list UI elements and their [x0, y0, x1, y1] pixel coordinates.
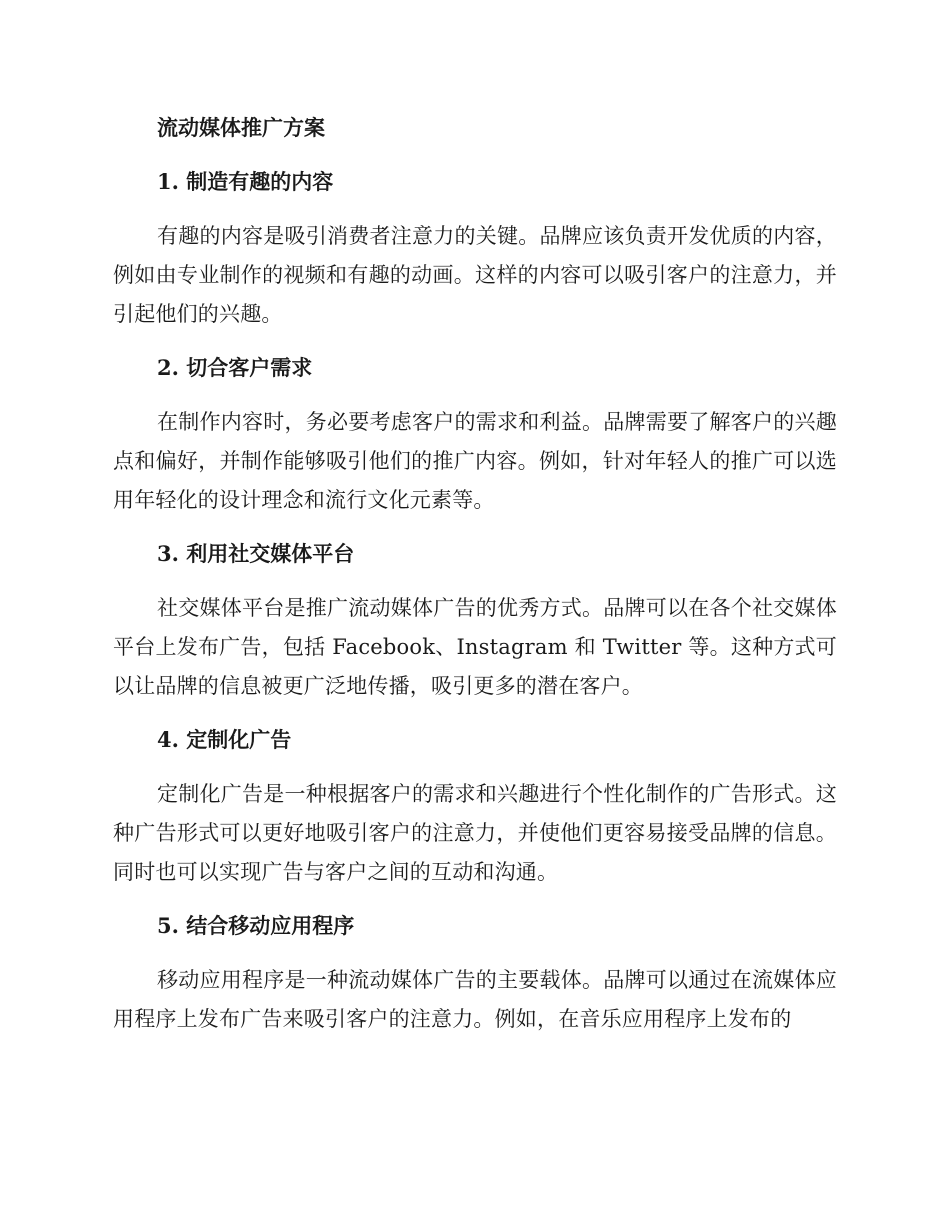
- section-3: [113, 534, 837, 706]
- section-5: [113, 906, 837, 1039]
- document-content: [113, 108, 837, 1039]
- section-heading: 5. 结合移动应用程序: [157, 913, 355, 938]
- section-paragraph: 定制化广告是一种根据客户的需求和兴趣进行个性化制作的广告形式。这种广告形式可以更好地吸引客户的注意力，并使他们更容易接受品牌的信息。同时也可以实现广告与客户之间的互动和沟通。: [113, 782, 837, 884]
- section-paragraph: 在制作内容时，务必要考虑客户的需求和利益。品牌需要了解客户的兴趣点和偏好，并制作能够吸引他们的推广内容。例如，针对年轻人的推广可以选用年轻化的设计理念和流行文化元素等。: [113, 410, 837, 512]
- section-heading: 3. 利用社交媒体平台: [157, 541, 355, 566]
- section-4: [113, 720, 837, 892]
- section-1: [113, 162, 837, 334]
- section-2: [113, 348, 837, 520]
- section-heading: 4. 定制化广告: [157, 727, 292, 752]
- document-title: 流动媒体推广方案: [157, 115, 325, 140]
- section-heading: 2. 切合客户需求: [157, 355, 313, 380]
- section-paragraph: 移动应用程序是一种流动媒体广告的主要载体。品牌可以通过在流媒体应用程序上发布广告来吸引客户的注意力。例如，在音乐应用程序上发布的: [113, 968, 837, 1031]
- section-heading: 1. 制造有趣的内容: [157, 169, 334, 194]
- section-paragraph: 有趣的内容是吸引消费者注意力的关键。品牌应该负责开发优质的内容，例如由专业制作的视频和有趣的动画。这样的内容可以吸引客户的注意力，并引起他们的兴趣。: [113, 224, 837, 326]
- section-paragraph: 社交媒体平台是推广流动媒体广告的优秀方式。品牌可以在各个社交媒体平台上发布广告，包括 Facebook、Instagram 和 Twitter 等。这种方式可以让品牌的信息被更广泛地传播，吸引更多的潜在客户。: [113, 596, 837, 698]
